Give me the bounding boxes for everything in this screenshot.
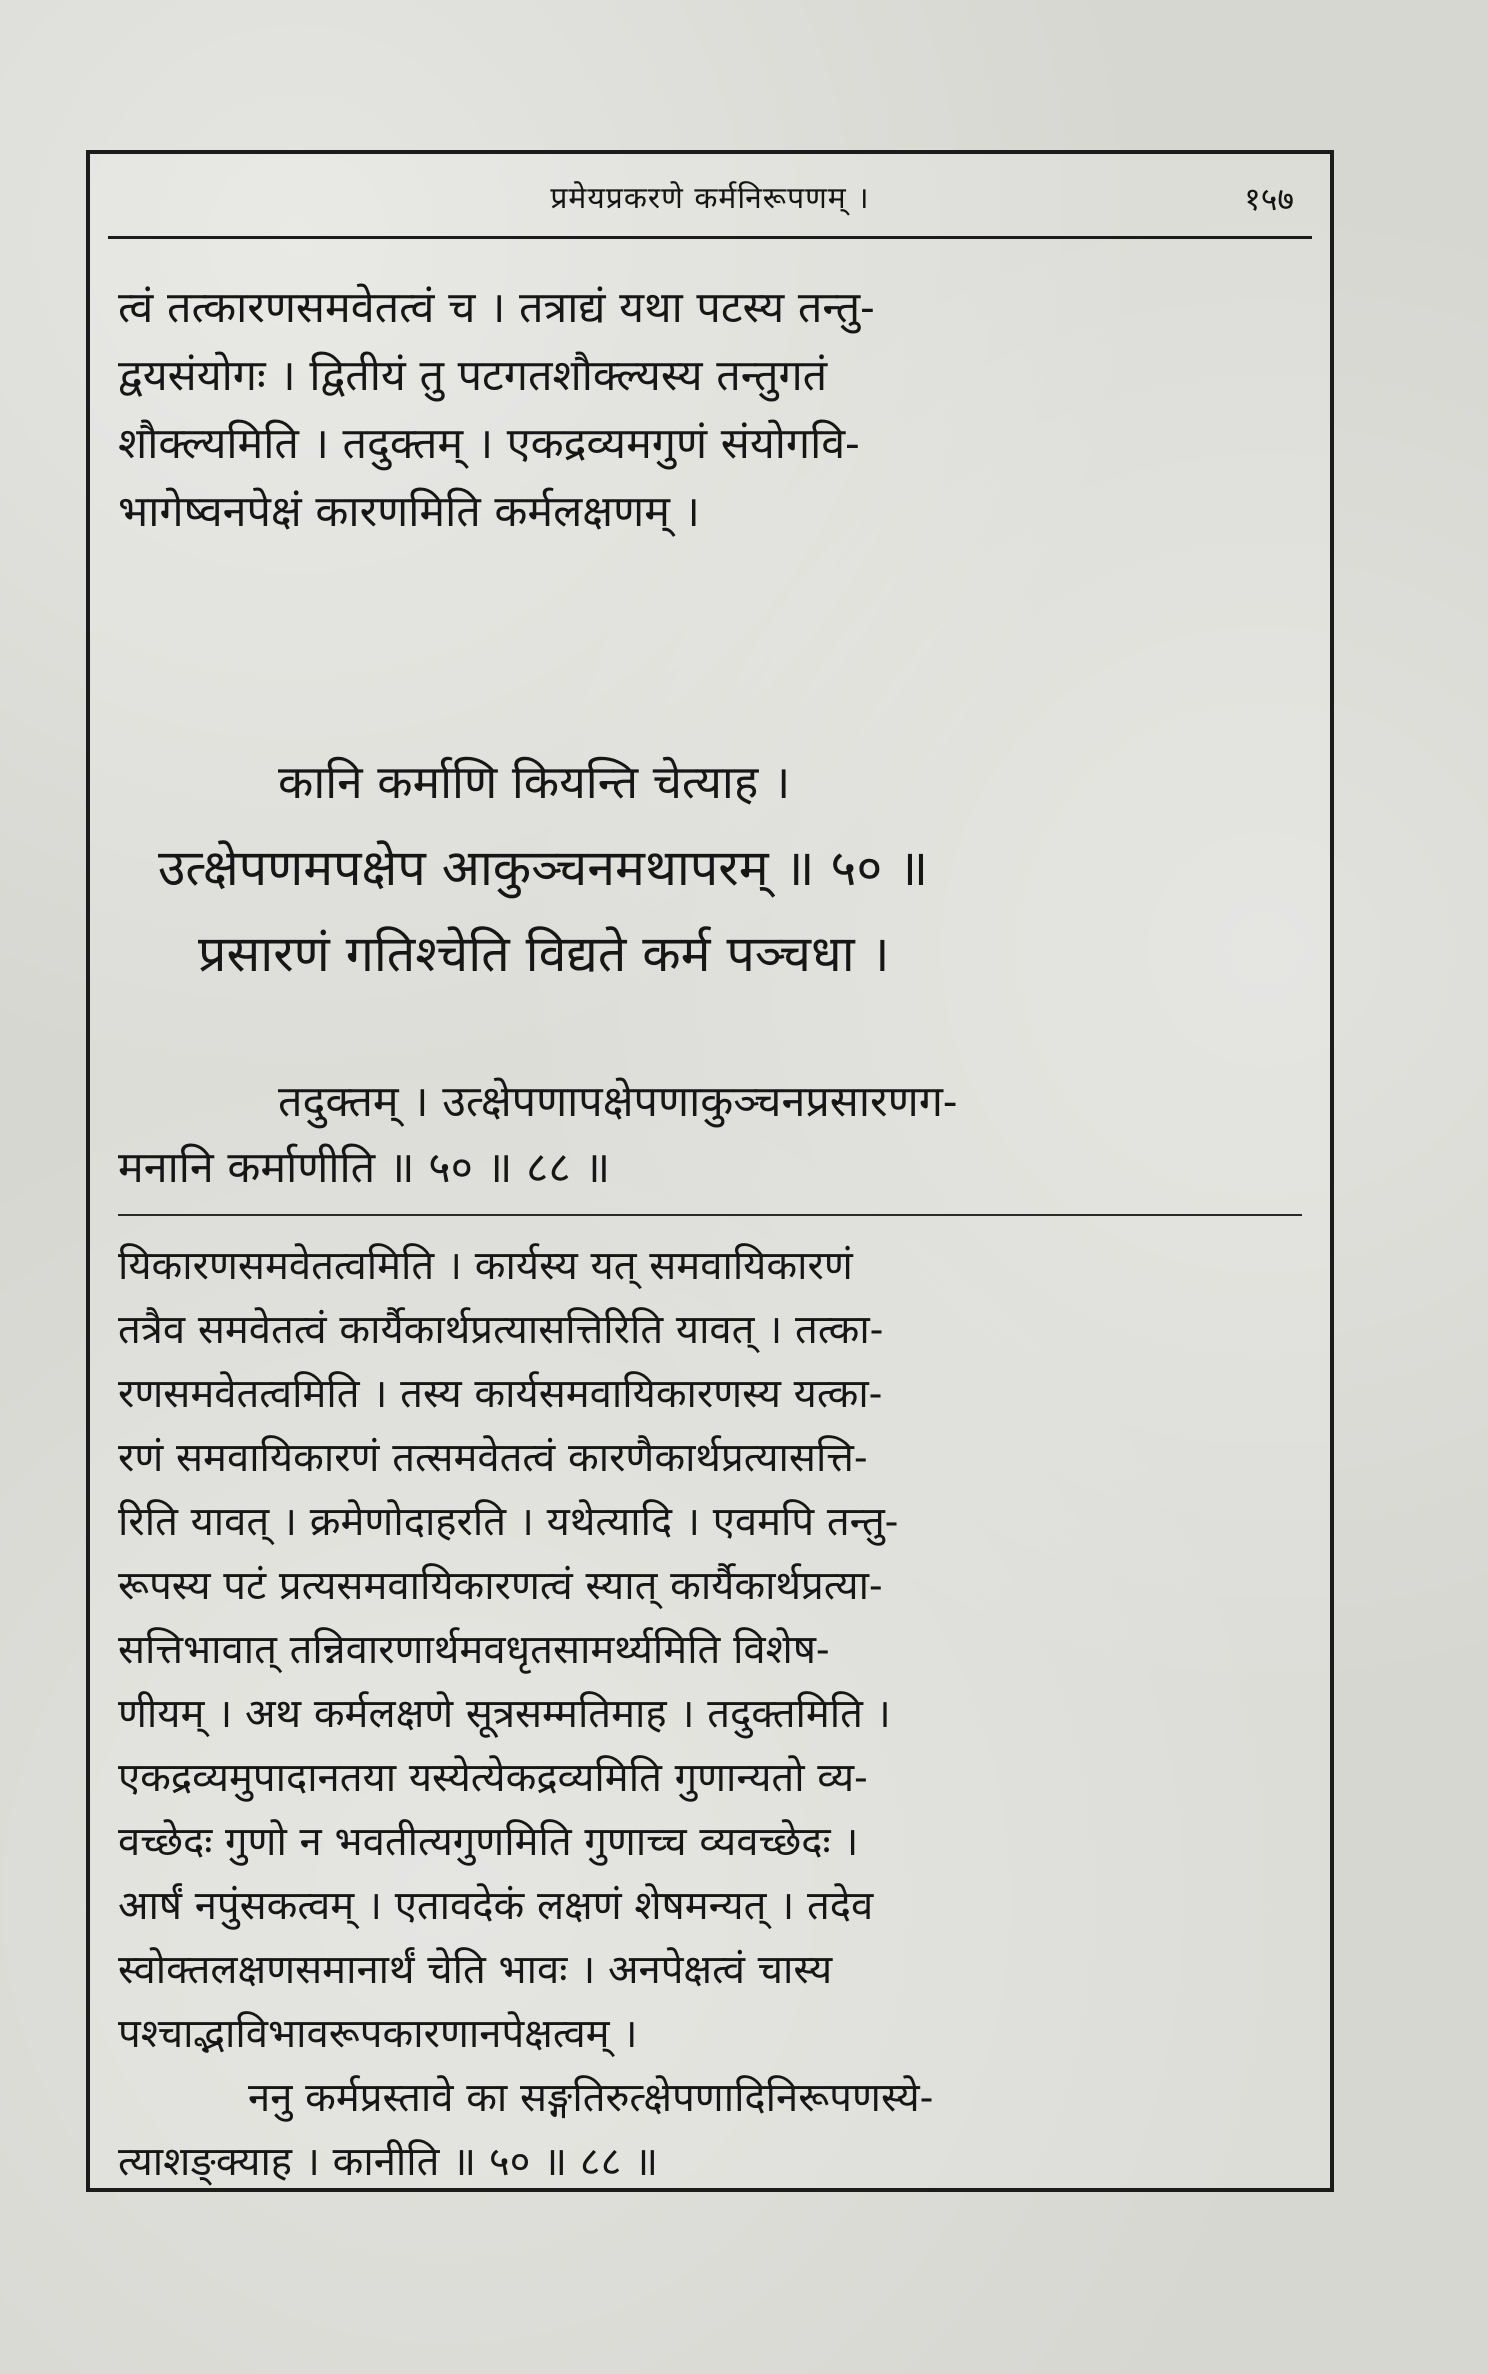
verse-line-1: उत्क्षेपणमपक्षेप आकुञ्चनमथापरम् ॥ ५० ॥ [158, 839, 929, 897]
header-title: प्रमेयप्रकरणे कर्मनिरूपणम् । [550, 181, 870, 216]
commentary-line: पश्चाद्भाविभावरूपकारणानपेक्षत्वम् । [118, 2011, 638, 2057]
verse-block [118, 739, 1302, 997]
commentary-line: ननु कर्मप्रस्तावे का सङ्गतिरुत्क्षेपणादिनिरूपणस्ये- [248, 2075, 934, 2121]
running-header [90, 172, 1330, 226]
commentary-line: त्याशङ्क्याह । कानीति ॥ ५० ॥ ८८ ॥ [118, 2139, 659, 2185]
commentary-block [118, 1234, 1302, 2194]
verse-line-2: प्रसारणं गतिश्चेति विद्यते कर्म पञ्चधा । [198, 925, 890, 983]
main-text-line: त्वं तत्कारणसमवेतत्वं च । तत्राद्यं यथा पटस्य तन्तु- [118, 283, 875, 333]
commentary-line: स्वोक्तलक्षणसमानार्थं चेति भावः । अनपेक्षत्वं चास्य [118, 1947, 833, 1993]
commentary-line: वच्छेदः गुणो न भवतीत्यगुणमिति गुणाच्च व्यवच्छेदः । [118, 1819, 859, 1865]
commentary-line: रणं समवायिकारणं तत्समवेतत्वं कारणैकार्थप्रत्यासत्ति- [118, 1435, 868, 1481]
post-verse-text [118, 1069, 1302, 1201]
main-text-block [118, 274, 1302, 546]
commentary-line: तत्रैव समवेतत्वं कार्यैकार्थप्रत्यासत्तिरिति यावत् । तत्का- [118, 1307, 884, 1353]
header-rule [108, 236, 1312, 239]
commentary-line: सत्तिभावात् तन्निवारणार्थमवधृतसामर्थ्यमिति विशेष- [118, 1627, 830, 1673]
main-text-line: भागेष्वनपेक्षं कारणमिति कर्मलक्षणम् । [118, 487, 700, 537]
commentary-line: यिकारणसमवेतत्वमिति । कार्यस्य यत् समवायिकारणं [118, 1243, 853, 1289]
main-text-line: शौक्ल्यमिति । तदुक्तम् । एकद्रव्यमगुणं संयोगवि- [118, 419, 860, 469]
main-text-line: द्वयसंयोगः । द्वितीयं तु पटगतशौक्ल्यस्य तन्तुगतं [118, 351, 828, 401]
commentary-line: रणसमवेतत्वमिति । तस्य कार्यसमवायिकारणस्य यत्का- [118, 1371, 883, 1417]
post-verse-line: तदुक्तम् । उत्क्षेपणापक्षेपणाकुञ्चनप्रसारणग- [278, 1077, 958, 1127]
commentary-line: णीयम् । अथ कर्मलक्षणे सूत्रसम्मतिमाह । तदुक्तमिति । [118, 1691, 891, 1737]
page-frame [86, 150, 1334, 2192]
commentary-divider [118, 1214, 1302, 1216]
commentary-line: रूपस्य पटं प्रत्यसमवायिकारणत्वं स्यात् कार्यैकार्थप्रत्या- [118, 1563, 883, 1609]
commentary-line: एकद्रव्यमुपादानतया यस्येत्येकद्रव्यमिति गुणान्यतो व्य- [118, 1755, 868, 1801]
page-number: १५७ [1244, 180, 1294, 218]
verse-intro: कानि कर्माणि कियन्ति चेत्याह । [278, 755, 791, 809]
commentary-line: आर्षं नपुंसकत्वम् । एतावदेकं लक्षणं शेषमन्यत् । तदेव [118, 1883, 874, 1929]
commentary-line: रिति यावत् । क्रमेणोदाहरति । यथेत्यादि । एवमपि तन्तु- [118, 1499, 899, 1545]
post-verse-line: मनानि कर्माणीति ॥ ५० ॥ ८८ ॥ [118, 1143, 611, 1193]
